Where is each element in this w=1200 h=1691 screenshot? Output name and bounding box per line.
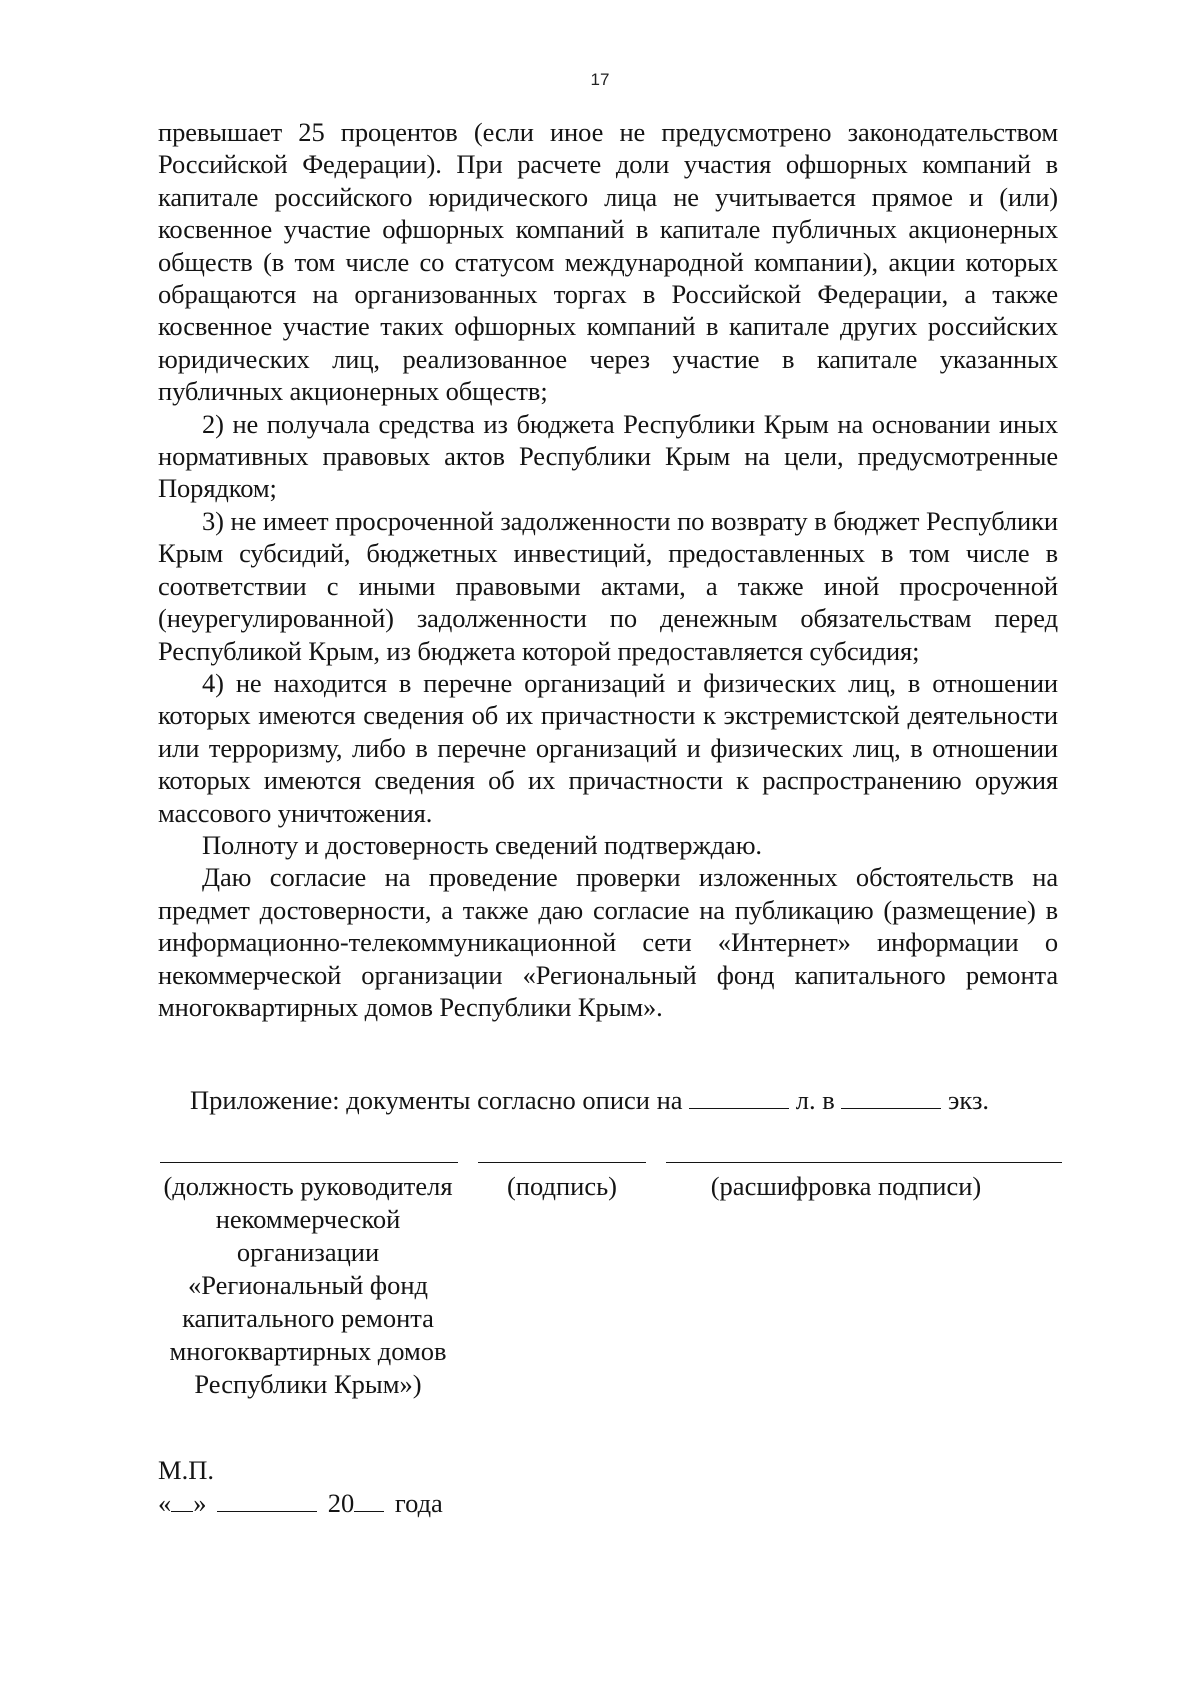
month-blank[interactable]: [217, 1489, 317, 1512]
attachment-line: [190, 1084, 1060, 1116]
date-suffix: года: [394, 1488, 443, 1518]
copies-count-blank[interactable]: [841, 1086, 941, 1109]
document-body: [158, 116, 1058, 1023]
paragraph-consent: Даю согласие на проведение проверки изложенных обстоятельств на предмет достоверности, а также даю согласие на публикацию (размещение) в информационно-телекоммуникационной сети «Интернет» информации о некоммерческой организации «Региональный фонд капитального ремонта многоквартирных домов Республики Крым».: [158, 862, 1058, 1022]
year-blank[interactable]: [354, 1489, 384, 1512]
paragraph-item-4: 4) не находится в перечне организаций и физических лиц, в отношении которых имеются сведения об их причастности к экстремистской деятельности или терроризму, либо в перечне организаций и физических лиц, в отношении которых имеются сведения об их причастности к распространению оружия массового уничтожения.: [158, 667, 1058, 828]
date-line: [158, 1487, 443, 1519]
paragraph-item-3: 3) не имеет просроченной задолженности по возврату в бюджет Республики Крым субсидий, бюджетных инвестиций, предоставленных в том числе в соответствии с иными правовыми актами, а также иной просроченной (неурегулированной) задолженности по денежным обязательствам перед Республикой Крым, из бюджета которой предоставляется субсидия;: [158, 505, 1058, 666]
year-prefix: 20: [327, 1488, 355, 1518]
date-open-quote: «: [158, 1488, 172, 1518]
paragraph-item-2: 2) не получала средства из бюджета Республики Крым на основании иных нормативных правовых актов Республики Крым на цели, предусмотренные Порядком;: [158, 408, 1058, 504]
attachment-prefix: Приложение: документы согласно описи на: [190, 1085, 683, 1115]
signature-line[interactable]: [478, 1162, 646, 1163]
sheets-count-blank[interactable]: [689, 1086, 789, 1109]
paragraph-offshore-continuation: превышает 25 процентов (если иное не предусмотрено законодательством Российской Федерации). При расчете доли участия офшорных компаний в капитале российского юридического лица не учитывается прямое и (или) косвенное участие офшорных компаний в капитале публичных акционерных обществ (в том числе со статусом международной компании), акции которых обращаются на организованных торгах в Российской Федерации, а также косвенное участие таких офшорных компаний в капитале других российских юридических лиц, реализованное через участие в капитале указанных публичных акционерных обществ;: [158, 117, 1058, 407]
paragraph-confirmation: Полноту и достоверность сведений подтверждаю.: [202, 829, 762, 860]
signature-decoding-caption: (расшифровка подписи): [710, 1171, 982, 1201]
position-caption: (должность руководителя некоммерческой организации «Региональный фонд капитального ремонта многоквартирных домов Республики Крым»): [163, 1171, 453, 1399]
date-close-quote: »: [193, 1488, 207, 1518]
signature-decoding-line[interactable]: [666, 1162, 1062, 1163]
day-blank[interactable]: [171, 1489, 193, 1512]
stamp-label: М.П.: [158, 1455, 214, 1485]
signature-caption: (подпись): [506, 1171, 617, 1201]
attachment-suffix: экз.: [948, 1085, 990, 1115]
page-number: 17: [590, 70, 610, 89]
attachment-middle: л. в: [795, 1085, 835, 1115]
position-signature-line[interactable]: [160, 1162, 458, 1163]
